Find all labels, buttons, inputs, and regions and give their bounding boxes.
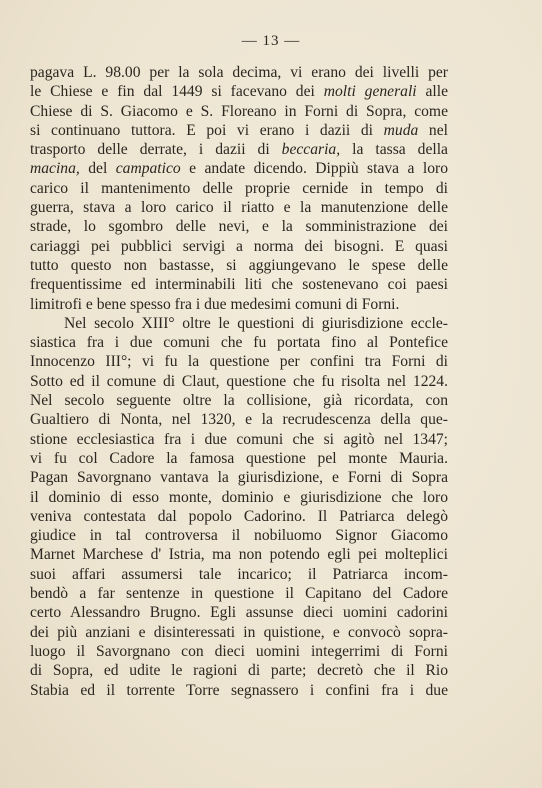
text-line: carico il mantenimento delle proprie cernide in tempo di	[30, 179, 448, 197]
text-line: luogo il Savorgnano con dieci uomini integerrimi di Forni	[30, 642, 448, 660]
text-line: Stabia ed il torrente Torre segnassero i confini fra i due	[30, 681, 448, 699]
text-line: bendò a far sentenze in questione il Capitano del Cadore	[30, 585, 448, 603]
text-line: siastica fra i due comuni che fu portata fino al Pontefice	[30, 334, 448, 352]
page-number: — 13 —	[241, 33, 301, 49]
italic-term: campatico	[115, 160, 181, 178]
text-line: Gualtiero di Nonta, nel 1320, e la recrudescenza della que-	[30, 411, 448, 429]
italic-term: molti generali	[323, 83, 417, 101]
text-line: Nel secolo seguente oltre la collisione, già ricordata, con	[30, 392, 448, 410]
text-line: Marnet Marchese d' Istria, ma non potendo egli pei molteplici	[30, 546, 448, 564]
text-line: le Chiese e fin dal 1449 si facevano dei molti generali alle	[30, 83, 449, 101]
text-line: giudice in tal controversa il nobiluomo Signor Giacomo	[30, 527, 448, 545]
text-line: guerra, stava a loro carico il riatto e la manutenzione delle	[30, 199, 448, 217]
text-line: tutto questo non bastasse, si aggiungevano le spese delle	[30, 256, 448, 274]
text-line: dei più anziani e disinteressati in quistione, e convocò sopra-	[30, 623, 448, 641]
text-line: strade, lo sgombro delle nevi, e la somministrazione dei	[30, 218, 448, 236]
paragraph	[30, 314, 448, 700]
italic-term: beccaria,	[281, 141, 341, 159]
page-body	[30, 63, 448, 700]
italic-term: muda	[383, 121, 419, 139]
text-line: frequentissime ed interminabili liti che sostenevano coi paesi	[30, 276, 448, 294]
text-line: stione ecclesiastica fra i due comuni che si agitò nel 1347;	[30, 430, 448, 448]
text-line: Pagan Savorgnano vantava la giurisdizione, e Forni di Sopra	[30, 469, 448, 487]
text-line: si continuano tuttora. E poi vi erano i dazii di muda nel	[30, 121, 448, 139]
text-line: Nel secolo XIII° oltre le questioni di giurisdizione eccle-	[64, 314, 448, 332]
text-line: limitrofi e bene spesso fra i due medesimi comuni di Forni.	[30, 295, 400, 313]
text-line: suoi affari assumersi tale incarico; il Patriarca incom-	[30, 565, 448, 583]
text-line: trasporto delle derrate, i dazii di beccaria, la tassa della	[30, 141, 448, 159]
paragraph	[30, 63, 448, 314]
text-line: pagava L. 98.00 per la sola decima, vi erano dei livelli per	[30, 64, 448, 81]
text-line: Sotto ed il comune di Claut, questione che fu risolta nel 1224.	[30, 372, 448, 390]
text-line: veniva contestata dal popolo Cadorino. Il Patriarca delegò	[30, 507, 448, 525]
text-line: di Sopra, ed udite le ragioni di parte; decretò che il Rio	[30, 662, 448, 680]
text-line: certo Alessandro Brugno. Egli assunse dieci uomini cadorini	[30, 604, 448, 622]
text-line: il dominio di esso monte, dominio e giurisdizione che loro	[30, 488, 448, 506]
text-line: Chiese di S. Giacomo e S. Floreano in Forni di Sopra, come	[30, 102, 448, 120]
text-line: cariaggi pei pubblici servigi a norma dei bisogni. E quasi	[30, 237, 448, 255]
text-line: Innocenzo III°; vi fu la questione per confini tra Forni di	[30, 353, 448, 371]
text-line: macina, del campatico e andate dicendo. Dippiù stava a loro	[30, 160, 448, 178]
italic-term: macina,	[30, 160, 80, 178]
text-line: vi fu col Cadore la famosa questione pel monte Mauria.	[30, 449, 448, 467]
